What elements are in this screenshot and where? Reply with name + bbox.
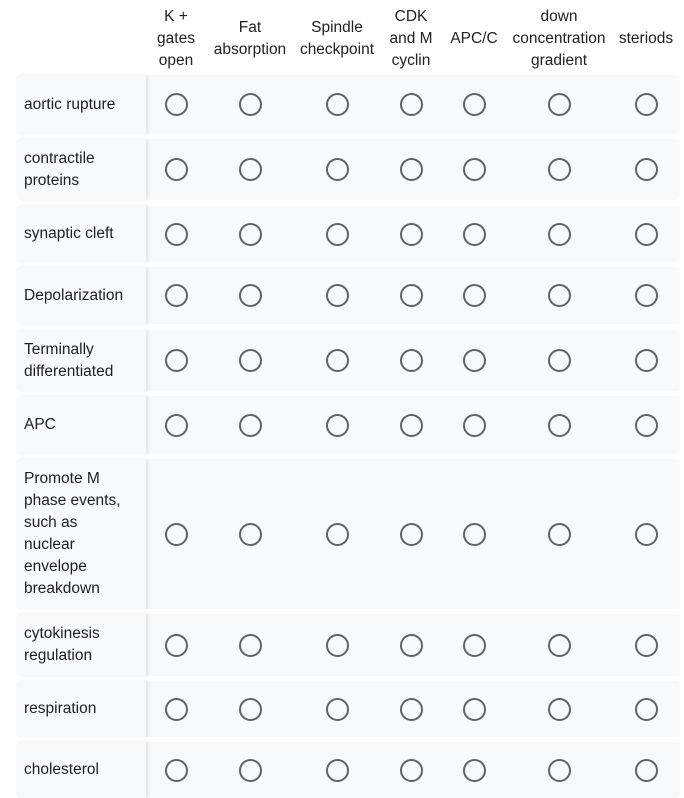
radio-unchecked-icon[interactable]	[463, 414, 486, 437]
row-label-line: respiration	[24, 700, 97, 717]
radio-unchecked-icon[interactable]	[165, 158, 188, 181]
radio-unchecked-icon[interactable]	[326, 759, 349, 782]
row-label-line: APC	[24, 416, 56, 433]
radio-unchecked-icon[interactable]	[165, 349, 188, 372]
column-header-line: down	[540, 8, 578, 25]
grid-row	[16, 742, 680, 798]
column-header-line: K +	[164, 8, 188, 25]
radio-unchecked-icon[interactable]	[463, 158, 486, 181]
column-header	[504, 4, 614, 74]
column-header-line: gates	[157, 30, 195, 47]
radio-unchecked-icon[interactable]	[400, 93, 423, 116]
radio-unchecked-icon[interactable]	[548, 759, 571, 782]
radio-unchecked-icon[interactable]	[400, 158, 423, 181]
radio-unchecked-icon[interactable]	[239, 414, 262, 437]
row-label-line: envelope	[24, 558, 87, 575]
row-label-line: Terminally	[24, 340, 94, 358]
radio-unchecked-icon[interactable]	[239, 698, 262, 721]
grid-row	[16, 139, 680, 200]
radio-unchecked-icon[interactable]	[165, 523, 188, 546]
row-label	[16, 330, 147, 391]
column-header-line: steriods	[618, 30, 674, 47]
radio-unchecked-icon[interactable]	[165, 223, 188, 246]
row-label-line: differentiated	[24, 362, 114, 380]
column-header	[381, 4, 441, 74]
radio-unchecked-icon[interactable]	[635, 158, 658, 181]
row-label-line: cytokinesis	[24, 625, 100, 642]
radio-unchecked-icon[interactable]	[239, 223, 262, 246]
radio-unchecked-icon[interactable]	[239, 634, 262, 657]
radio-unchecked-icon[interactable]	[326, 223, 349, 246]
row-label	[16, 206, 147, 262]
row-label-line: contractile	[24, 149, 95, 167]
radio-unchecked-icon[interactable]	[635, 634, 658, 657]
row-label-line: Depolarization	[24, 286, 124, 304]
column-header-line: and M	[389, 30, 433, 47]
radio-unchecked-icon[interactable]	[400, 759, 423, 782]
column-header-line: gradient	[530, 52, 587, 69]
radio-unchecked-icon[interactable]	[548, 523, 571, 546]
radio-unchecked-icon[interactable]	[635, 523, 658, 546]
radio-unchecked-icon[interactable]	[239, 759, 262, 782]
radio-unchecked-icon[interactable]	[635, 349, 658, 372]
radio-unchecked-icon[interactable]	[548, 93, 571, 116]
column-header-line: Spindle	[311, 19, 363, 36]
column-header	[205, 4, 295, 74]
row-label-line: aortic rupture	[24, 95, 116, 113]
radio-unchecked-icon[interactable]	[548, 634, 571, 657]
radio-unchecked-icon[interactable]	[463, 759, 486, 782]
radio-unchecked-icon[interactable]	[635, 759, 658, 782]
radio-unchecked-icon[interactable]	[400, 223, 423, 246]
radio-unchecked-icon[interactable]	[165, 759, 188, 782]
radio-unchecked-icon[interactable]	[326, 284, 349, 307]
radio-unchecked-icon[interactable]	[463, 634, 486, 657]
column-header-line: cyclin	[391, 52, 431, 69]
radio-unchecked-icon[interactable]	[463, 223, 486, 246]
radio-unchecked-icon[interactable]	[165, 414, 188, 437]
grid-row	[16, 330, 680, 391]
row-label	[16, 742, 147, 798]
column-header-line: APC/C	[450, 30, 498, 47]
radio-unchecked-icon[interactable]	[548, 158, 571, 181]
radio-unchecked-icon[interactable]	[400, 698, 423, 721]
column-header-line: concentration	[512, 30, 606, 47]
column-header	[611, 4, 681, 74]
radio-unchecked-icon[interactable]	[400, 284, 423, 307]
row-label-line: breakdown	[24, 580, 100, 597]
radio-unchecked-icon[interactable]	[165, 634, 188, 657]
row-label-line: nuclear	[24, 536, 75, 553]
row-label	[16, 459, 147, 609]
radio-unchecked-icon[interactable]	[400, 634, 423, 657]
column-header	[292, 4, 382, 74]
row-label	[16, 614, 147, 676]
radio-unchecked-icon[interactable]	[239, 349, 262, 372]
column-header-line: checkpoint	[299, 41, 375, 58]
row-label-line: such as	[24, 514, 78, 531]
row-label	[16, 75, 147, 134]
radio-unchecked-icon[interactable]	[165, 698, 188, 721]
radio-unchecked-icon[interactable]	[635, 284, 658, 307]
row-label	[16, 681, 147, 737]
row-label-line: proteins	[24, 171, 80, 189]
radio-unchecked-icon[interactable]	[239, 523, 262, 546]
row-label-line: phase events,	[24, 492, 121, 509]
radio-unchecked-icon[interactable]	[463, 698, 486, 721]
column-header	[146, 4, 206, 74]
column-header-line: CDK	[394, 8, 428, 25]
grid-row	[16, 614, 680, 676]
grid-row	[16, 206, 680, 262]
grid-row	[16, 267, 680, 324]
column-header-line: open	[158, 52, 194, 69]
radio-unchecked-icon[interactable]	[400, 349, 423, 372]
column-header-line: absorption	[213, 41, 287, 58]
row-label	[16, 267, 147, 324]
radio-unchecked-icon[interactable]	[548, 349, 571, 372]
radio-unchecked-icon[interactable]	[239, 158, 262, 181]
row-label	[16, 396, 147, 454]
radio-unchecked-icon[interactable]	[548, 284, 571, 307]
radio-unchecked-icon[interactable]	[463, 284, 486, 307]
radio-unchecked-icon[interactable]	[635, 93, 658, 116]
radio-unchecked-icon[interactable]	[635, 698, 658, 721]
radio-unchecked-icon[interactable]	[326, 158, 349, 181]
radio-unchecked-icon[interactable]	[635, 414, 658, 437]
grid-row	[16, 681, 680, 737]
grid-row	[16, 396, 680, 454]
radio-unchecked-icon[interactable]	[400, 414, 423, 437]
radio-unchecked-icon[interactable]	[326, 523, 349, 546]
radio-unchecked-icon[interactable]	[463, 349, 486, 372]
radio-unchecked-icon[interactable]	[463, 93, 486, 116]
row-label	[16, 139, 147, 200]
grid-row	[16, 75, 680, 134]
row-label-line: Promote M	[24, 470, 100, 487]
radio-unchecked-icon[interactable]	[326, 698, 349, 721]
radio-unchecked-icon[interactable]	[635, 223, 658, 246]
radio-unchecked-icon[interactable]	[165, 284, 188, 307]
radio-unchecked-icon[interactable]	[326, 414, 349, 437]
row-label-line: cholesterol	[24, 761, 99, 778]
column-header-line: Fat	[238, 19, 262, 36]
row-label-line: regulation	[24, 647, 93, 664]
radio-unchecked-icon[interactable]	[548, 698, 571, 721]
radio-unchecked-icon[interactable]	[463, 523, 486, 546]
radio-unchecked-icon[interactable]	[548, 414, 571, 437]
radio-unchecked-icon[interactable]	[400, 523, 423, 546]
radio-unchecked-icon[interactable]	[239, 284, 262, 307]
radio-unchecked-icon[interactable]	[548, 223, 571, 246]
grid-row	[16, 459, 680, 609]
radio-unchecked-icon[interactable]	[326, 634, 349, 657]
row-label-line: synaptic cleft	[24, 225, 114, 242]
radio-unchecked-icon[interactable]	[165, 93, 188, 116]
radio-unchecked-icon[interactable]	[239, 93, 262, 116]
radio-unchecked-icon[interactable]	[326, 349, 349, 372]
radio-unchecked-icon[interactable]	[326, 93, 349, 116]
column-header	[444, 4, 504, 74]
